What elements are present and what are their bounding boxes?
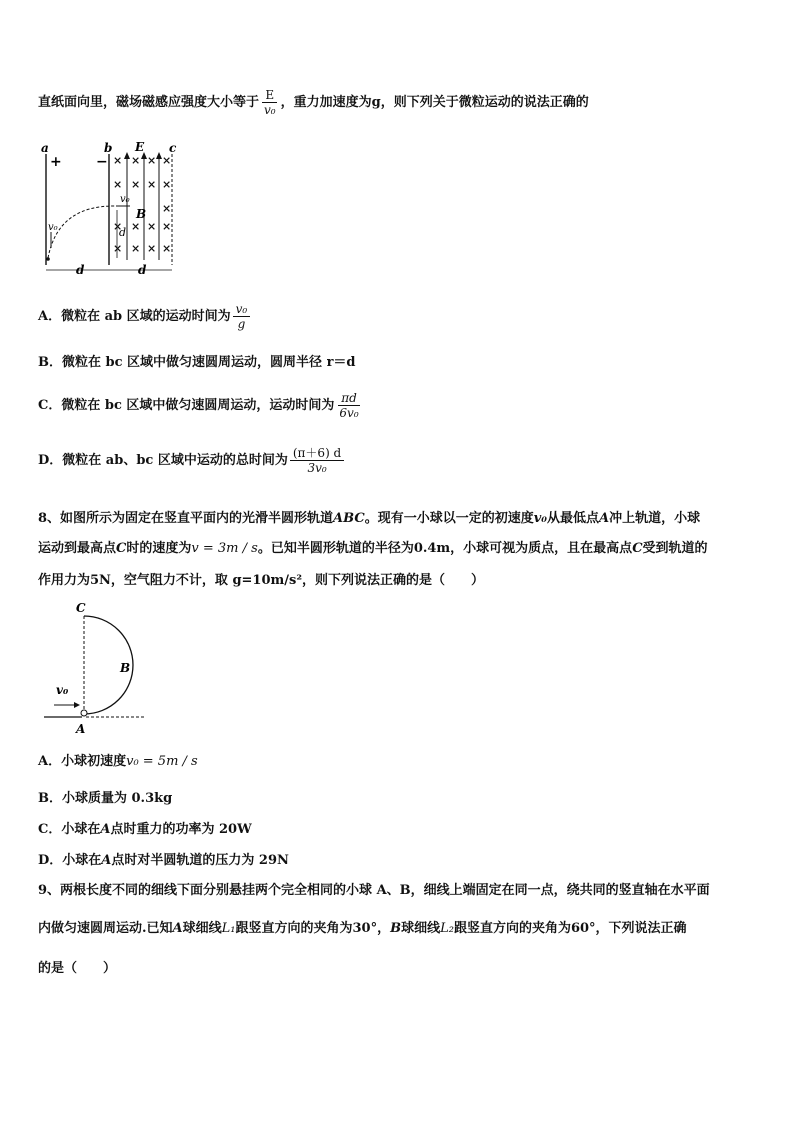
q9-l2: L₂ [440, 921, 454, 936]
q9-line-2 [38, 920, 687, 938]
fig7-label-v0-left: v₀ [48, 222, 58, 233]
q8-option-c [38, 821, 252, 839]
q8-option-d [38, 852, 289, 870]
cross-mark: × [162, 178, 172, 191]
option-c-text-end: 点时重力的功率为 20W [110, 822, 252, 837]
q8-point-c: C [632, 541, 643, 556]
q7-intro-text: 直纸面向里，磁场磁感应强度大小等于 [38, 95, 260, 110]
q8-text: 运动到最高点 [38, 541, 117, 556]
q8-text: 8、如图所示为固定在竖直平面内的光滑半圆形轨道 [38, 511, 334, 526]
cross-mark: × [131, 178, 141, 191]
q7-option-d [38, 446, 346, 475]
q7-intro-text-end: ，重力加速度为g，则下列关于微粒运动的说法正确的 [280, 95, 589, 110]
fig7-label-a: a [41, 141, 49, 155]
q7-figure [38, 140, 188, 280]
q8-text: 冲上轨道，小球 [609, 511, 701, 526]
fig8-label-C: C [76, 602, 86, 615]
option-d-text: D．小球在 [38, 853, 102, 868]
q8-point-a: A [599, 511, 610, 526]
fraction-denominator: 6v₀ [339, 406, 359, 420]
fraction-denominator: v₀ [264, 103, 276, 117]
fraction-numerator: E [262, 88, 277, 103]
q9-line-3: 的是（ ） [38, 961, 117, 976]
fig8-label-B: B [120, 661, 131, 675]
q8-velocity: v = 3m / s [191, 541, 258, 556]
fig7-label-B: B [136, 207, 147, 221]
cross-mark: × [131, 242, 141, 255]
option-a-fraction [233, 302, 251, 331]
fig7-arrow-1 [124, 152, 130, 159]
fig7-label-plus: + [50, 154, 62, 170]
option-c-point: A [100, 822, 111, 837]
q7-intro-line [38, 88, 589, 117]
fig7-label-d-vertical: d [119, 226, 127, 239]
cross-mark: × [113, 154, 123, 167]
q8-point-c: C [116, 541, 127, 556]
fraction-numerator: πd [338, 391, 360, 406]
q9-text: 球细线 [182, 921, 222, 936]
option-a-text: A．微粒在 ab 区域的运动时间为 [38, 309, 231, 324]
q9-ball-b: B [390, 921, 402, 936]
fig8-label-A: A [76, 722, 86, 736]
q8-text: 从最低点 [546, 511, 599, 526]
option-a-value: v₀ = 5m / s [126, 754, 198, 769]
q7-option-c [38, 391, 364, 420]
option-d-fraction [290, 446, 344, 475]
q8-option-b: B．小球质量为 0.3kg [38, 791, 173, 806]
q8-figure [38, 602, 158, 737]
option-a-text: A．小球初速度 [38, 754, 127, 769]
fraction-numerator: v₀ [233, 302, 251, 317]
q7-option-b: B．微粒在 bc 区域中做匀速圆周运动，圆周半径 r＝d [38, 355, 356, 370]
q7-option-a [38, 302, 252, 331]
fig7-label-minus: − [96, 154, 108, 170]
cross-mark: × [147, 178, 157, 191]
cross-mark: × [147, 154, 157, 167]
fraction-denominator: g [237, 317, 246, 331]
fig8-label-v0: v₀ [56, 683, 69, 697]
cross-mark: × [113, 178, 123, 191]
q9-text: 跟竖直方向的夹角为60°，下列说法正确 [453, 921, 687, 936]
fig7-trajectory [48, 206, 116, 258]
q8-v0: v₀ [533, 511, 547, 526]
cross-mark: × [131, 154, 141, 167]
fig7-label-E: E [135, 140, 145, 154]
q8-line-1 [38, 510, 700, 528]
q9-ball-a: A [172, 921, 183, 936]
q8-text: 。现有一小球以一定的初速度 [364, 511, 534, 526]
fig7-label-d-bottom-2: d [138, 263, 147, 277]
fraction-denominator: 3v₀ [307, 461, 327, 475]
cross-mark: × [147, 220, 157, 233]
q8-text: 受到轨道的 [642, 541, 708, 556]
cross-mark: × [162, 220, 172, 233]
cross-mark: × [162, 154, 172, 167]
q9-text: 内做匀速圆周运动.已知 [38, 921, 173, 936]
fig7-label-d-bottom-1: d [76, 263, 85, 277]
option-c-text: C．小球在 [38, 822, 101, 837]
cross-mark: × [147, 242, 157, 255]
fig7-label-v0-right: v₀ [120, 194, 130, 205]
q9-text: 球细线 [401, 921, 441, 936]
q7-intro-fraction [261, 88, 279, 117]
q9-l1: L₁ [221, 921, 236, 936]
fraction-numerator: (π＋6) d [290, 446, 344, 461]
q8-track-name: ABC [333, 511, 365, 526]
option-d-text-end: 点时对半圆轨道的压力为 29N [111, 853, 289, 868]
option-d-point: A [101, 853, 112, 868]
cross-mark: × [162, 242, 172, 255]
option-d-text: D．微粒在 ab、bc 区域中运动的总时间为 [38, 453, 288, 468]
cross-mark: × [162, 202, 172, 215]
fig7-label-c: c [169, 141, 177, 155]
cross-mark: × [131, 220, 141, 233]
q8-line-2 [38, 540, 708, 558]
q8-text: 。已知半圆形轨道的半径为0.4m，小球可视为质点，且在最高点 [257, 541, 633, 556]
cross-mark: × [113, 220, 123, 233]
fig7-label-b: b [104, 141, 113, 155]
option-c-fraction [336, 391, 361, 420]
q9-text: 跟竖直方向的夹角为30°， [235, 921, 391, 936]
q8-text: 时的速度为 [126, 541, 192, 556]
q9-line-1: 9、两根长度不同的细线下面分别悬挂两个完全相同的小球 A、B，细线上端固定在同一点，绕共同的竖直轴在水平面 [38, 883, 710, 898]
option-c-text: C．微粒在 bc 区域中做匀速圆周运动，运动时间为 [38, 398, 335, 413]
cross-mark: × [113, 242, 123, 255]
fig8-v0-arrowhead [74, 702, 80, 708]
fig7-particle [46, 257, 50, 261]
q8-option-a [38, 753, 198, 771]
q8-line-3: 作用力为5N，空气阻力不计，取 g=10m/s²，则下列说法正确的是（ ） [38, 573, 485, 588]
fig8-ball [81, 710, 87, 716]
